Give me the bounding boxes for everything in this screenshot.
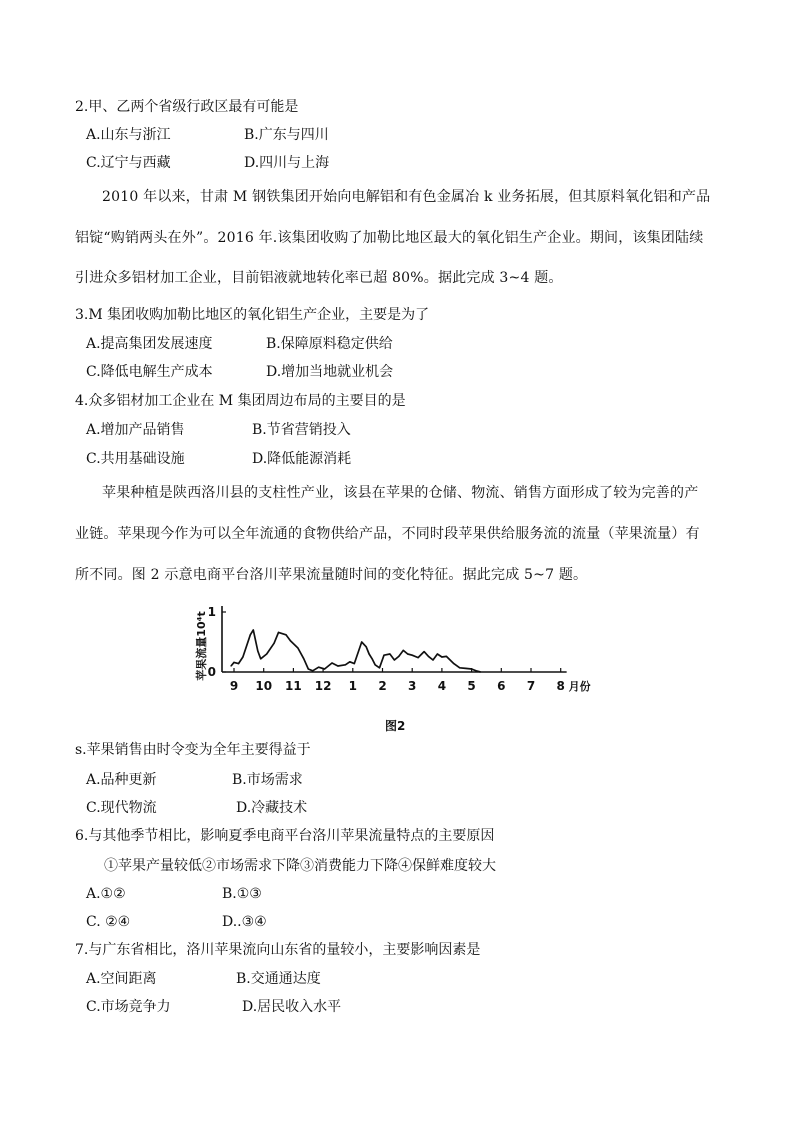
passage1-line-3: 引进众多铝材加工企业，目前铝液就地转化率已超 80%。据此完成 3~4 题。 bbox=[75, 270, 563, 286]
chart-x-tick-label: 4 bbox=[437, 679, 447, 693]
figure-caption: 图2 bbox=[385, 719, 406, 733]
chart-data-point bbox=[424, 651, 425, 652]
q2-option-c: C.辽宁与西藏 bbox=[86, 155, 171, 171]
chart-data-point bbox=[361, 641, 362, 642]
chart-data-point bbox=[349, 661, 350, 662]
passage2-line-2: 业链。苹果现今作为可以全年流通的食物供给产品，不同时段苹果供给服务流的流量（苹果流量）有 bbox=[75, 526, 700, 542]
chart-data-point bbox=[266, 653, 267, 654]
chart-data-point bbox=[324, 668, 325, 669]
chart-data-point bbox=[441, 656, 442, 657]
q4-option-c: C.共用基础设施 bbox=[86, 451, 185, 467]
chart-x-tick-label: 11 bbox=[285, 679, 302, 693]
q4-stem: 4.众多铝材加工企业在 M 集团周边布局的主要目的是 bbox=[75, 393, 406, 409]
q3-option-d: D.增加当地就业机会 bbox=[266, 364, 394, 380]
q3-option-c: C.降低电解生产成本 bbox=[86, 364, 213, 380]
chart-data-point bbox=[354, 663, 355, 664]
chart-y-tick-label: 0 bbox=[207, 665, 216, 679]
q4-option-b: B.节省营销投入 bbox=[252, 422, 351, 438]
q3-option-a: A.提高集团发展速度 bbox=[86, 336, 213, 352]
chart-data-point bbox=[318, 667, 319, 668]
q7-stem: 7.与广东省相比，洛川苹果流向山东省的量较小，主要影响因素是 bbox=[75, 942, 481, 958]
chart-data-point bbox=[308, 668, 309, 669]
chart-data-point bbox=[432, 659, 433, 660]
chart-data-point bbox=[465, 668, 466, 669]
chart-data-point bbox=[394, 659, 395, 660]
chart-data-point bbox=[446, 656, 447, 657]
q5-option-b: B.市场需求 bbox=[232, 772, 303, 788]
q2-stem: 2.甲、乙两个省级行政区最有可能是 bbox=[75, 99, 299, 115]
chart-data-point bbox=[453, 663, 454, 664]
passage1-line-1: 2010 年以来，甘肃 M 钢铁集团开始向电解铝和有色金属冶 k 业务拓展，但其原料氧化铝和产品 bbox=[102, 189, 711, 205]
chart-x-tick-label: 10 bbox=[255, 679, 273, 693]
chart-data-point bbox=[480, 671, 481, 672]
chart-data-point bbox=[372, 658, 373, 659]
chart-data-point bbox=[312, 670, 313, 671]
chart-data-point bbox=[331, 662, 332, 663]
q6-items: ①苹果产量较低②市场需求下降③消费能力下降④保鲜难度较大 bbox=[104, 858, 496, 874]
q7-option-a: A.空间距离 bbox=[86, 971, 157, 987]
q2-option-d: D.四川与上海 bbox=[244, 155, 330, 171]
chart-data-point bbox=[250, 634, 251, 635]
chart-x-tick-label: 5 bbox=[467, 679, 476, 693]
chart-x-tick-label: 3 bbox=[408, 679, 417, 693]
q6-stem: 6.与其他季节相比，影响夏季电商平台洛川苹果流量特点的主要原因 bbox=[75, 828, 495, 844]
chart-data-point bbox=[375, 664, 376, 665]
chart-data-point bbox=[253, 629, 254, 630]
q3-option-b: B.保障原料稳定供给 bbox=[266, 336, 393, 352]
chart-data-point bbox=[260, 658, 261, 659]
chart-axes bbox=[222, 606, 567, 672]
chart-data-point bbox=[303, 658, 304, 659]
chart-data-point bbox=[278, 632, 279, 633]
chart-data-point bbox=[383, 655, 384, 656]
chart-x-tick-label: 6 bbox=[497, 679, 506, 693]
chart-data-point bbox=[238, 663, 239, 664]
chart-data-point bbox=[418, 657, 419, 658]
q6-option-a: A.①② bbox=[86, 886, 126, 902]
q6-option-b: B.①③ bbox=[222, 886, 262, 902]
chart-series-line bbox=[231, 630, 481, 672]
chart-data-point bbox=[428, 656, 429, 657]
q5-option-a: A.品种更新 bbox=[86, 772, 157, 788]
q2-option-a: A.山东与浙江 bbox=[86, 127, 171, 143]
chart-data-point bbox=[407, 653, 408, 654]
chart-x-tick-label: 7 bbox=[526, 679, 536, 693]
chart-x-tick-label: 12 bbox=[314, 679, 332, 693]
chart-ticks bbox=[208, 605, 591, 693]
chart-data-point bbox=[437, 653, 438, 654]
q4-option-a: A.增加产品销售 bbox=[86, 422, 185, 438]
chart-data-point bbox=[366, 646, 367, 647]
chart-data-point bbox=[412, 655, 413, 656]
chart-x-axis-label: 月份 bbox=[568, 680, 591, 693]
apple-flow-chart bbox=[190, 600, 620, 700]
chart-x-tick-label: 8 bbox=[556, 679, 565, 693]
chart-data-point bbox=[285, 634, 286, 635]
chart-data-point bbox=[379, 667, 380, 668]
chart-data-point bbox=[297, 647, 298, 648]
chart-data-point bbox=[369, 653, 370, 654]
chart-x-tick-label: 1 bbox=[348, 679, 357, 693]
q5-stem: s.苹果销售由时令变为全年主要得益于 bbox=[75, 742, 311, 758]
chart-y-tick-label: 1 bbox=[207, 605, 216, 619]
q6-option-d: D..③④ bbox=[222, 914, 267, 930]
chart-y-axis-label: 苹果流量10⁴t bbox=[195, 611, 208, 681]
chart-data-point bbox=[459, 667, 460, 668]
passage1-line-2: 铝锭“购销两头在外”。2016 年.该集团收购了加勒比地区最大的氧化铝生产企业。期间，该集团陆续 bbox=[75, 230, 704, 246]
chart-data-point bbox=[337, 665, 338, 666]
chart-data-point bbox=[230, 665, 231, 666]
q6-option-c: C. ②④ bbox=[86, 914, 131, 930]
chart-x-tick-label: 9 bbox=[229, 679, 239, 693]
q3-stem: 3.M 集团收购加勒比地区的氧化铝生产企业，主要是为了 bbox=[75, 307, 430, 323]
passage2-line-3: 所不同。图 2 示意电商平台洛川苹果流量随时间的变化特征。据此完成 5~7 题。 bbox=[75, 567, 588, 583]
q2-option-b: B.广东与四川 bbox=[244, 127, 329, 143]
chart-data-point bbox=[389, 653, 390, 654]
q5-option-c: C.现代物流 bbox=[86, 800, 157, 816]
chart-series bbox=[230, 629, 481, 672]
q7-option-d: D.居民收入水平 bbox=[242, 999, 342, 1015]
chart-data-point bbox=[345, 664, 346, 665]
chart-data-point bbox=[471, 668, 472, 669]
chart-data-point bbox=[403, 650, 404, 651]
chart-data-point bbox=[290, 640, 291, 641]
chart-data-point bbox=[233, 662, 234, 663]
chart-data-point bbox=[476, 670, 477, 671]
chart-data-point bbox=[257, 650, 258, 651]
q7-option-b: B.交通通达度 bbox=[236, 971, 321, 987]
passage2-line-1: 苹果种植是陕西洛川县的支柱性产业，该县在苹果的仓储、物流、销售方面形成了较为完善的产 bbox=[102, 485, 699, 501]
chart-x-tick-label: 2 bbox=[378, 679, 387, 693]
chart-data-point bbox=[242, 656, 243, 657]
q4-option-d: D.降低能源消耗 bbox=[252, 451, 352, 467]
chart-data-point bbox=[274, 643, 275, 644]
q7-option-c: C.市场竞争力 bbox=[86, 999, 171, 1015]
q5-option-d: D.冷藏技术 bbox=[236, 800, 308, 816]
apple-flow-chart-svg bbox=[190, 600, 620, 700]
chart-data-point bbox=[398, 656, 399, 657]
